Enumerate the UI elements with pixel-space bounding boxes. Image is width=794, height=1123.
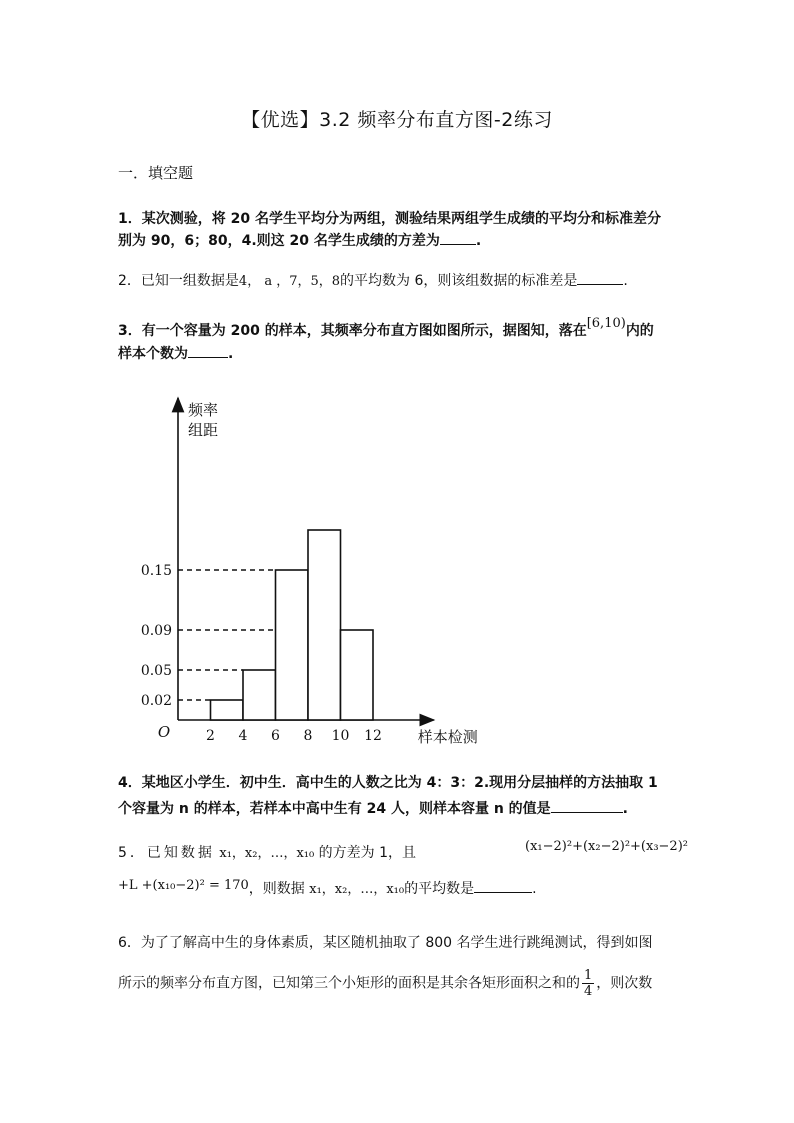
question-5-line-2-post: ，则数据 (248, 881, 305, 897)
question-5-line-2-end: 的平均数是 (404, 881, 475, 897)
fraction-denominator: 4 (584, 984, 593, 999)
question-3-line-1 (118, 316, 688, 343)
answer-blank-3[interactable] (188, 343, 228, 358)
histogram-bar (243, 670, 276, 720)
histogram-bar (211, 700, 244, 720)
answer-blank-4[interactable] (551, 798, 623, 813)
histogram-bar (276, 570, 309, 720)
x-tick-label: 8 (303, 728, 313, 744)
fraction-one-quarter (582, 968, 594, 999)
question-4-line-2-text: 个容量为 n 的样本，若样本中高中生有 24 人，则样本容量 n 的值是 (118, 801, 551, 817)
question-4-line-2 (118, 798, 678, 820)
question-5-pre: 5．已知数据 (118, 845, 215, 861)
question-6-line-1: 6．为了了解高中生的身体素质，某区随机抽取了 800 名学生进行跳绳测试，得到如图 (118, 935, 653, 951)
question-5-mid: 的方差为 1，且 (318, 845, 417, 861)
question-5-vars: x₁，x₂，…，x₁₀ (219, 846, 315, 861)
question-2-post: 的平均数为 6，则该组数据的标准差是 (340, 273, 578, 289)
question-6-line-2-post: ，则次数 (596, 975, 653, 992)
question-3-interval: [6,10) (586, 316, 626, 331)
question-1-line-2-text: 别为 90，6；80，4.则这 20 名学生成绩的方差为 (118, 233, 440, 249)
question-5-end: . (532, 881, 537, 897)
question-3-line-2 (118, 343, 688, 365)
question-2-pre: 2．已知一组数据是 (118, 273, 239, 289)
question-5-expr-2: +L +(x₁₀−2)² = 170 (118, 878, 249, 893)
answer-blank-5[interactable] (474, 878, 532, 893)
question-6-line-2-pre: 所示的频率分布直方图，已知第三个小矩形的面积是其余各矩形面积之和的 (118, 975, 580, 992)
question-5-expr-1: (x₁−2)²+(x₂−2)²+(x₃−2)² (525, 839, 688, 854)
fraction-numerator: 1 (584, 968, 593, 983)
y-tick-label: 0.02 (140, 693, 172, 709)
answer-blank-2[interactable] (577, 270, 623, 285)
y-axis-label-line-1: 频率 (188, 401, 219, 419)
question-5 (118, 839, 688, 901)
histogram-bar (341, 630, 374, 720)
histogram-bar (308, 530, 341, 720)
x-tick-label: 12 (364, 728, 382, 744)
page-title: 【优选】3.2 频率分布直方图-2练习 (241, 109, 553, 131)
question-5-line-2 (118, 878, 688, 901)
question-3-end: . (228, 346, 234, 362)
question-4-line-1: 4．某地区小学生．初中生．高中生的人数之比为 4：3：2.现用分层抽样的方法抽取 1 (118, 775, 658, 791)
x-tick-label: 4 (238, 728, 248, 744)
question-2-data: 4， a ，7，5，8 (238, 274, 341, 289)
question-3-line-2-text: 样本个数为 (118, 346, 188, 362)
question-1-line-1: 1．某次测验，将 20 名学生平均分为两组，测验结果两组学生成绩的平均分和标准差分 (118, 211, 661, 227)
question-3-pre: 3．有一个容量为 200 的样本，其频率分布直方图如图所示，据图知，落在 (118, 323, 587, 339)
y-tick-label: 0.05 (140, 663, 172, 679)
question-5-vars-2: x₁，x₂，…，x₁₀ (309, 882, 405, 897)
question-4-end: . (622, 801, 628, 817)
question-4 (118, 772, 678, 820)
question-3 (118, 316, 688, 365)
x-tick-label: 6 (271, 728, 280, 744)
y-axis-label-line-2: 组距 (188, 421, 219, 439)
question-1-end: . (475, 233, 482, 249)
x-tick-label: 2 (206, 728, 215, 744)
question-1 (118, 208, 678, 252)
x-tick-label: 10 (331, 728, 350, 744)
origin-label: O (157, 723, 171, 741)
question-5-line-1 (118, 839, 688, 868)
answer-blank-1[interactable] (440, 230, 476, 245)
question-2 (118, 270, 678, 293)
question-2-end: . (623, 273, 628, 289)
section-heading: 一．填空题 (118, 164, 194, 182)
x-axis-label: 样本检测 (417, 728, 478, 746)
y-tick-label: 0.09 (140, 623, 172, 639)
y-tick-label: 0.15 (140, 563, 172, 579)
question-3-post: 内的 (625, 323, 654, 339)
question-6 (118, 932, 688, 999)
question-6-line-2 (118, 968, 688, 999)
frequency-histogram (130, 388, 480, 758)
question-1-line-2 (118, 230, 678, 252)
